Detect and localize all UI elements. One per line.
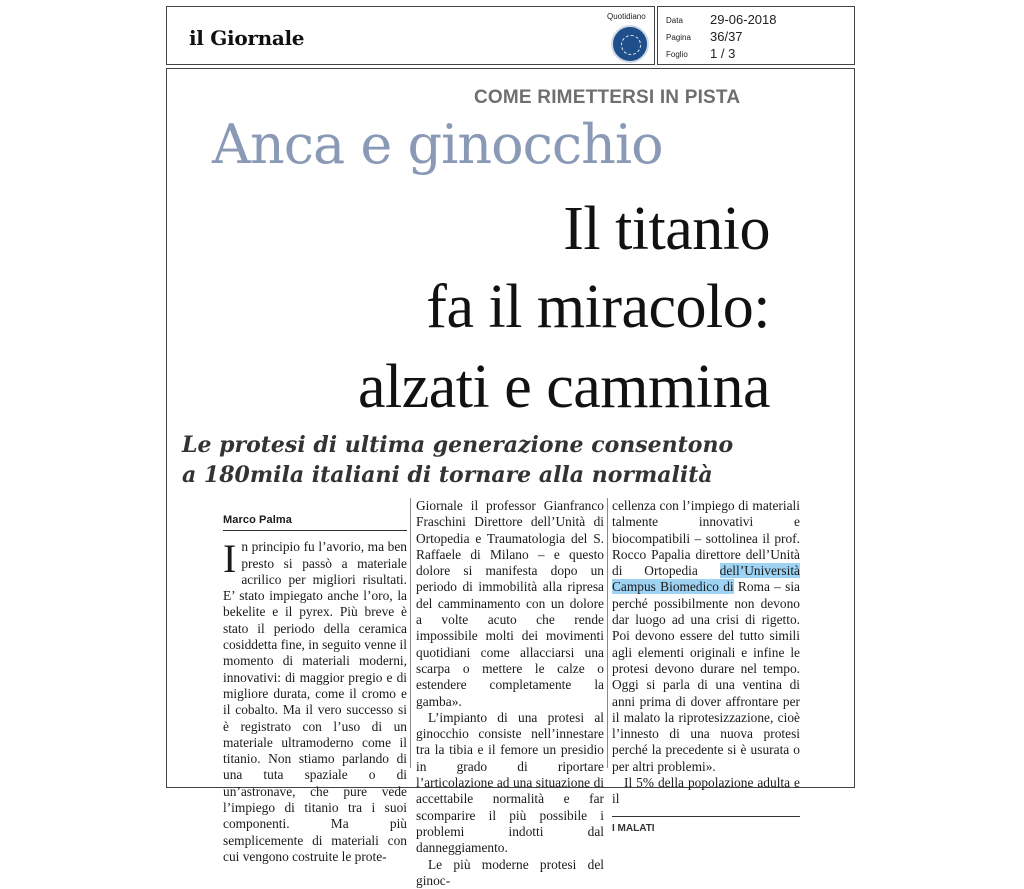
article-column-3	[612, 498, 800, 837]
page-value: 36/37	[710, 29, 743, 44]
sheet-label: Foglio	[666, 50, 688, 59]
section-heading: I MALATI	[612, 816, 800, 837]
metadata-box	[657, 6, 855, 65]
date-label: Data	[666, 16, 683, 25]
article-title-line: Il titanio	[563, 195, 770, 263]
drop-cap: I	[223, 536, 237, 582]
column-paragraph: L’impianto di una protesi al ginocchio consiste nell’innestare tra la tibia e il femore un presidio in grado di riportare l’articolazione ad una situazione di accettabile normalità e far scomparire il più possibile i problemi indotti dal danneggiamento.	[416, 709, 604, 856]
article-kicker: COME RIMETTERSI IN PISTA	[474, 87, 741, 108]
column-text: Roma – sia perché possibilmente non devono dar luogo ad una crisi di rigetto. Poi devono essere del tutto simili agli elementi originali e infine le protesi devono durare nel tempo. Oggi si parla di una ventina di anni prima di dover affrontare per il malato la riprotesizzazione, cioè l’innesto di una nuova protesi perché la precedente si è usurata o per altri problemi».	[612, 579, 800, 774]
article-subtitle-line: a 180mila italiani di tornare alla normalità	[182, 462, 713, 488]
university-seal-icon	[611, 25, 649, 63]
column-text: n principio fu l’avorio, ma ben presto si passò a materiale acrilico per migliori risultati. E’ stato impiegato anche l’oro, la bekelite e il pyrex. Più breve è stato il periodo della ceramica cosiddetta fine, in seguito venne il momento di materiali moderni, innovativi: di maggior pregio e di migliore durata, come il cromo e il cobalto. Ma il vero successo si è registrato con l’uso di un materiale ultramoderno come il titanio. Non stiamo parlando di una tuta spaziale o di un’astronave, che pure vede l’impiego di titanio tra i suoi componenti. Ma più semplicemente di materiali con cui vengono costruite le prote-	[223, 539, 407, 864]
date-value: 29-06-2018	[710, 12, 777, 27]
article-column-2	[416, 498, 604, 889]
masthead-box	[166, 6, 655, 65]
sheet-value: 1 / 3	[710, 46, 736, 61]
column-paragraph: Giornale il professor Gianfranco Fraschini Direttore dell’Unità di Ortopedia e Traumatologia del S. Raffaele di Milano – e questo dolore si manifesta dopo un periodo di immobilità alla ripresa del camminamento con un dolore a volte acuto che rende impossibile molti dei movimenti quotidiani come allacciarsi una scarpa o mettere le calze o estendere completamente la gamba».	[416, 498, 604, 709]
page-label: Pagina	[666, 33, 691, 42]
page-header	[166, 6, 855, 65]
newspaper-logo: il Giornale	[189, 26, 305, 50]
highlighted-text: dell’Università Campus Biomedico di	[612, 563, 800, 595]
quotidiano-label: Quotidiano	[607, 12, 646, 21]
column-paragraph	[223, 536, 407, 865]
column-divider	[607, 498, 608, 768]
article-title-line: alzati e cammina	[358, 353, 770, 421]
column-text: cellenza con l’impiego di materiali talmente innovativi e biocompatibili – sottolinea il prof. Rocco Papalia direttore dell’Unità di Ortopedia	[612, 498, 800, 579]
article-supra-title: Anca e ginocchio	[212, 113, 663, 176]
column-paragraph: Il 5% della popolazione adulta e il	[612, 775, 800, 807]
column-divider	[410, 498, 411, 768]
article-column-1	[223, 498, 407, 865]
column-paragraph	[612, 498, 800, 775]
article-title-line: fa il miracolo:	[426, 273, 770, 341]
column-paragraph: Le più moderne protesi del ginoc-	[416, 856, 604, 888]
article-subtitle-line: Le protesi di ultima generazione consentono	[182, 432, 734, 458]
article-author: Marco Palma	[223, 512, 407, 531]
